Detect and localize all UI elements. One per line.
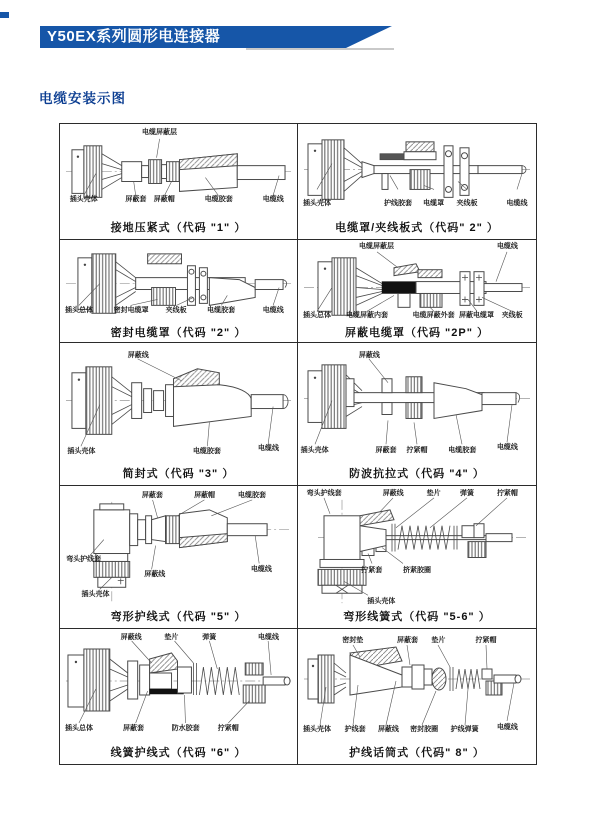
part-label: 电缆屏蔽外套 [412, 312, 455, 320]
part-label: 电缆胶套 [207, 307, 236, 315]
part-label: 屏蔽套 [125, 196, 147, 204]
part-label: 垫片 [164, 634, 179, 642]
part-label: 密封垫 [342, 637, 364, 645]
part-label: 密封胶圈 [410, 726, 439, 734]
part-label: 电缆线 [496, 243, 518, 251]
part-label: 插头壳体 [69, 196, 98, 204]
part-label: 屏蔽线 [120, 634, 142, 642]
diagram-caption: 护线话筒式（代码" 8" ） [349, 747, 485, 759]
part-label: 屏蔽线 [377, 726, 399, 734]
part-label: 弹簧 [459, 490, 474, 498]
part-label: 电缆线 [262, 196, 284, 204]
part-label: 护线套 [344, 726, 366, 734]
part-label: 夹线板 [456, 199, 478, 207]
diagram-cell-1 [60, 124, 298, 240]
part-label: 弯头护线套 [306, 490, 342, 498]
part-label: 屏蔽线 [358, 351, 380, 359]
part-label: 拧紧帽 [217, 724, 239, 732]
diagram-caption: 防波抗拉式（代码 "4" ） [349, 468, 485, 480]
diagram-caption: 弯形护线式（代码 "5" ） [110, 611, 247, 623]
part-label: 电缆线 [250, 565, 272, 573]
part-label: 屏蔽套 [375, 446, 397, 454]
part-label: 插头壳体 [67, 448, 96, 456]
diagram-cell-8 [298, 486, 536, 629]
page-corner-mark [0, 12, 9, 18]
diagram-cell-2 [298, 124, 536, 240]
part-label: 屏蔽帽 [194, 491, 216, 499]
part-label: 密封电缆罩 [113, 307, 149, 315]
part-label: 电缆胶套 [204, 196, 233, 204]
part-label: 屏蔽电缆罩 [459, 312, 494, 320]
part-label: 插头壳体 [300, 446, 329, 454]
connector-drawing-6 [298, 343, 536, 485]
part-label: 屏蔽套 [122, 724, 144, 732]
diagram-table [59, 123, 537, 765]
diagram-caption: 屏蔽电缆罩（代码 "2P" ） [345, 327, 489, 339]
part-label: 夹线板 [165, 307, 187, 315]
diagram-cell-7 [60, 486, 298, 629]
diagram-caption: 密封电缆罩（代码 "2" ） [110, 327, 247, 339]
part-label: 防水胶套 [171, 724, 200, 732]
section-title: 电缆安装示图 [39, 91, 126, 106]
diagram-caption: 简封式（代码 "3" ） [122, 468, 235, 480]
part-label: 电缆屏蔽层 [359, 243, 395, 251]
part-label: 屏蔽线 [144, 571, 166, 579]
diagram-cell-6 [298, 343, 536, 486]
part-label: 插头壳体 [81, 591, 110, 599]
banner-underline [246, 48, 394, 50]
diagram-cell-3 [60, 240, 298, 343]
connector-drawing-8 [298, 486, 536, 628]
part-label: 插头总体 [64, 724, 93, 732]
part-label: 电缆屏蔽内套 [346, 312, 389, 320]
diagram-caption: 电缆罩/夹线板式（代码" 2" ） [335, 222, 499, 234]
part-label: 电缆胶套 [237, 491, 266, 499]
part-label: 电缆罩 [423, 199, 445, 207]
part-label: 电缆胶套 [448, 446, 477, 454]
part-label: 弯头护线套 [66, 555, 102, 563]
part-label: 垫片 [431, 637, 446, 645]
part-label: 电缆线 [506, 199, 528, 207]
part-label: 护线弹簧 [450, 726, 479, 734]
part-label: 拧紧套 [361, 566, 383, 574]
part-label: 屏蔽帽 [153, 196, 175, 204]
part-label: 拧紧帽 [475, 637, 497, 645]
part-label: 插头壳体 [303, 199, 332, 207]
part-label: 电缆线 [262, 307, 284, 315]
part-label: 电缆线 [258, 445, 280, 453]
page-title: Y50EX系列圆形电连接器 [47, 28, 221, 45]
part-label: 挤紧胶圈 [403, 566, 431, 574]
part-label: 电缆胶套 [192, 448, 221, 456]
part-label: 电缆线 [258, 634, 280, 642]
diagram-caption: 线簧护线式（代码 "6" ） [110, 747, 247, 759]
diagram-caption: 接地压紧式（代码 "1" ） [110, 222, 247, 234]
part-label: 屏蔽线 [382, 490, 404, 498]
part-label: 弹簧 [202, 634, 217, 642]
part-label: 电缆线 [496, 443, 518, 451]
part-label: 夹线板 [501, 312, 523, 320]
diagram-cell-5 [60, 343, 298, 486]
part-label: 拧紧帽 [406, 446, 428, 454]
part-label: 屏蔽套 [396, 637, 418, 645]
part-label: 插头总体 [303, 312, 332, 320]
part-label: 插头总体 [64, 307, 93, 315]
part-label: 屏蔽套 [141, 491, 163, 499]
diagram-cell-10 [298, 629, 536, 764]
diagram-cell-4 [298, 240, 536, 343]
part-label: 电缆屏蔽层 [142, 128, 178, 136]
connector-drawing-5 [60, 343, 297, 485]
part-label: 垫片 [426, 490, 441, 498]
header-banner [40, 26, 346, 48]
part-label: 插头壳体 [367, 598, 396, 606]
diagram-cell-9 [60, 629, 298, 764]
diagram-caption: 弯形线簧式（代码 "5-6" ） [343, 611, 491, 623]
part-label: 电缆线 [496, 723, 518, 731]
part-label: 屏蔽线 [127, 351, 149, 359]
part-label: 拧紧帽 [496, 490, 518, 498]
part-label: 插头壳体 [303, 726, 332, 734]
part-label: 护线胶套 [383, 199, 412, 207]
